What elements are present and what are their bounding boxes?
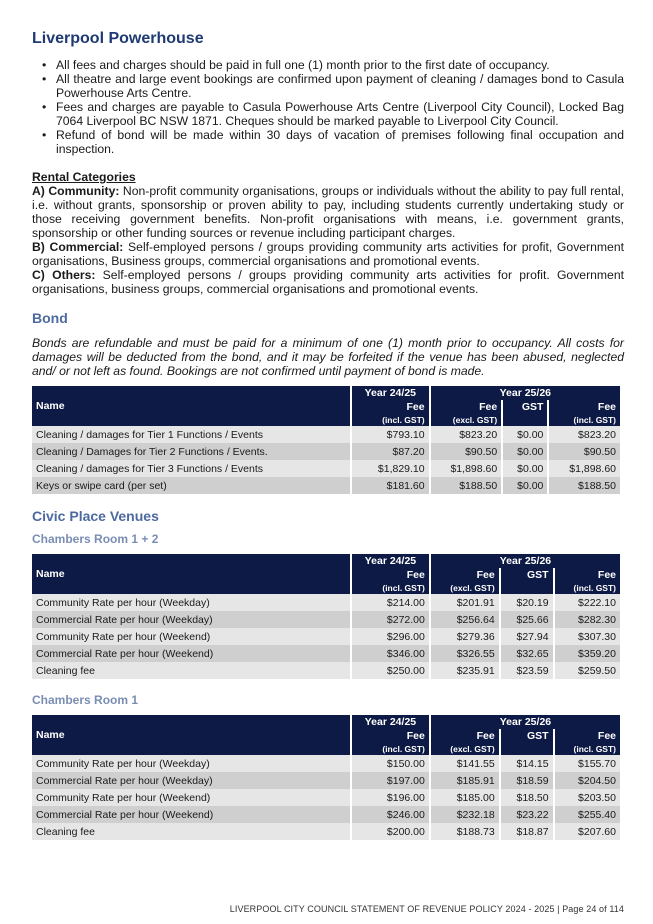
table-row — [32, 662, 620, 679]
table-cell-value: $1,898.60 — [549, 460, 620, 477]
column-header-fee: Fee — [352, 400, 429, 414]
table-cell-value: $793.10 — [352, 426, 429, 443]
category-label: C) Others: — [32, 268, 96, 282]
page-footer: LIVERPOOL CITY COUNCIL STATEMENT OF REVENUE POLICY 2024 - 2025 | Page 24 of 114 — [229, 904, 624, 914]
column-header-fee: Fee — [352, 729, 429, 743]
table-cell-value: $188.50 — [431, 477, 502, 494]
table-cell-name: Commercial Rate per hour (Weekend) — [32, 645, 350, 662]
column-header-fee: Fee — [549, 400, 620, 414]
column-header-name: Name — [32, 386, 350, 426]
table-cell-value: $823.20 — [431, 426, 502, 443]
column-subheader-excl: (excl. GST) — [431, 743, 499, 755]
table-cell-value: $18.59 — [501, 772, 553, 789]
table-cell-value: $18.87 — [501, 823, 553, 840]
table-cell-value: $155.70 — [555, 755, 620, 772]
table-cell-value: $1,898.60 — [431, 460, 502, 477]
table-cell-value: $823.20 — [549, 426, 620, 443]
table-row — [32, 460, 620, 477]
column-subheader-empty — [503, 414, 547, 426]
table-cell-value: $141.55 — [431, 755, 499, 772]
table-cell-value: $222.10 — [555, 594, 620, 611]
table-cell-value: $203.50 — [555, 789, 620, 806]
table-row — [32, 806, 620, 823]
table-cell-value: $346.00 — [352, 645, 429, 662]
column-subheader-empty — [501, 582, 553, 594]
column-header-gst: GST — [501, 568, 553, 582]
liverpool-bullets — [32, 58, 624, 156]
bond-title: Bond — [32, 310, 68, 326]
bullet-item: • Refund of bond will be made within 30 days of vacation of premises following final occupation and inspection. — [42, 128, 624, 156]
table-cell-name: Cleaning fee — [32, 823, 350, 840]
table-cell-name: Keys or swipe card (per set) — [32, 477, 350, 494]
column-subheader-incl: (incl. GST) — [352, 582, 429, 594]
column-subheader-incl: (incl. GST) — [555, 582, 620, 594]
column-subheader-incl: (incl. GST) — [549, 414, 620, 426]
table-cell-value: $256.64 — [431, 611, 499, 628]
table-cell-value: $246.00 — [352, 806, 429, 823]
category-label: A) Community: — [32, 184, 120, 198]
column-header-name: Name — [32, 554, 350, 594]
column-header-year-2526: Year 25/26 — [431, 386, 620, 400]
table-cell-name: Cleaning fee — [32, 662, 350, 679]
table-cell-value: $90.50 — [431, 443, 502, 460]
chambers-room-1-2-table — [30, 554, 622, 679]
column-header-fee: Fee — [431, 400, 502, 414]
column-subheader-incl: (incl. GST) — [352, 743, 429, 755]
table-cell-name: Commercial Rate per hour (Weekday) — [32, 772, 350, 789]
table-row — [32, 611, 620, 628]
table-cell-value: $185.00 — [431, 789, 499, 806]
bullet-item: • All fees and charges should be paid in full one (1) month prior to the first date of occupancy. — [42, 58, 624, 72]
column-header-fee: Fee — [431, 729, 499, 743]
table-cell-value: $14.15 — [501, 755, 553, 772]
chambers-room-1-2-title: Chambers Room 1 + 2 — [32, 532, 159, 546]
table-cell-value: $207.60 — [555, 823, 620, 840]
table-cell-value: $20.19 — [501, 594, 553, 611]
table-row — [32, 772, 620, 789]
table-row — [32, 823, 620, 840]
column-header-name: Name — [32, 715, 350, 755]
table-cell-name: Commercial Rate per hour (Weekday) — [32, 611, 350, 628]
table-cell-name: Community Rate per hour (Weekend) — [32, 628, 350, 645]
table-cell-value: $272.00 — [352, 611, 429, 628]
column-subheader-incl: (incl. GST) — [352, 414, 429, 426]
table-cell-name: Community Rate per hour (Weekday) — [32, 755, 350, 772]
table-cell-value: $250.00 — [352, 662, 429, 679]
column-subheader-empty — [501, 743, 553, 755]
table-cell-value: $23.59 — [501, 662, 553, 679]
table-cell-value: $0.00 — [503, 460, 547, 477]
table-cell-value: $25.66 — [501, 611, 553, 628]
category-label: B) Commercial: — [32, 240, 124, 254]
chambers-room-1-table — [30, 715, 622, 840]
table-cell-value: $279.36 — [431, 628, 499, 645]
table-cell-value: $196.00 — [352, 789, 429, 806]
table-cell-name: Community Rate per hour (Weekday) — [32, 594, 350, 611]
column-header-year-2526: Year 25/26 — [431, 715, 620, 729]
column-header-fee: Fee — [555, 729, 620, 743]
document-page — [32, 30, 624, 840]
table-row — [32, 477, 620, 494]
table-cell-value: $200.00 — [352, 823, 429, 840]
table-cell-value: $326.55 — [431, 645, 499, 662]
table-cell-value: $150.00 — [352, 755, 429, 772]
rental-category-c — [32, 268, 624, 296]
table-cell-name: Cleaning / Damages for Tier 2 Functions / Events. — [32, 443, 350, 460]
column-header-year-2425: Year 24/25 — [352, 554, 429, 568]
column-header-fee: Fee — [352, 568, 429, 582]
table-cell-value: $235.91 — [431, 662, 499, 679]
table-cell-value: $259.50 — [555, 662, 620, 679]
table-cell-value: $0.00 — [503, 443, 547, 460]
table-row — [32, 443, 620, 460]
table-cell-name: Cleaning / damages for Tier 1 Functions / Events — [32, 426, 350, 443]
column-header-year-2425: Year 24/25 — [352, 386, 429, 400]
column-header-fee: Fee — [431, 568, 499, 582]
bullet-item: • All theatre and large event bookings are confirmed upon payment of cleaning / damages bond to Casula Powerhouse Arts Centre. — [42, 72, 624, 100]
table-row — [32, 789, 620, 806]
category-text: Self-employed persons / groups providing community arts activities for profit, Government organisations, Business groups, commercial organisations and promotional events. — [32, 240, 624, 268]
table-cell-value: $307.30 — [555, 628, 620, 645]
table-cell-name: Commercial Rate per hour (Weekend) — [32, 806, 350, 823]
table-cell-value: $87.20 — [352, 443, 429, 460]
column-header-year-2425: Year 24/25 — [352, 715, 429, 729]
table-cell-value: $90.50 — [549, 443, 620, 460]
table-cell-value: $18.50 — [501, 789, 553, 806]
column-header-gst: GST — [501, 729, 553, 743]
table-cell-value: $188.73 — [431, 823, 499, 840]
table-cell-value: $23.22 — [501, 806, 553, 823]
column-header-gst: GST — [503, 400, 547, 414]
rental-category-b — [32, 240, 624, 268]
column-subheader-excl: (excl. GST) — [431, 582, 499, 594]
rental-category-a — [32, 184, 624, 240]
table-cell-name: Community Rate per hour (Weekend) — [32, 789, 350, 806]
table-cell-value: $188.50 — [549, 477, 620, 494]
table-row — [32, 628, 620, 645]
table-row — [32, 755, 620, 772]
bullet-item: • Fees and charges are payable to Casula Powerhouse Arts Centre (Liverpool City Council), Locked Bag 7064 Liverpool BC NSW 1871. Cheques should be marked payable to Liverpool City Council. — [42, 100, 624, 128]
bond-description: Bonds are refundable and must be paid for a minimum of one (1) month prior to occupancy. All costs for damages will be deducted from the bond, and it may be forfeited if the venue has been abused, neglected and/ or not left as found. Bookings are not confirmed until payment of bond is made. — [32, 336, 624, 378]
table-cell-value: $255.40 — [555, 806, 620, 823]
category-text: Self-employed persons / groups providing community arts activities for profit. Government organisations, business groups, commercial organisations and promotional events. — [32, 268, 624, 296]
table-cell-value: $181.60 — [352, 477, 429, 494]
table-cell-value: $197.00 — [352, 772, 429, 789]
table-row — [32, 426, 620, 443]
category-text: Non-profit community organisations, groups or individuals without the ability to pay full rental, i.e. without grants, sponsorship or proven ability to pay, including students currently undertaking study or those receiving government benefits. Non-profit organisations with means, i.e. government grants, sponsorship or other funding sources or revenue including participant charges. — [32, 184, 624, 240]
column-subheader-excl: (excl. GST) — [431, 414, 502, 426]
table-cell-value: $185.91 — [431, 772, 499, 789]
table-cell-name: Cleaning / damages for Tier 3 Functions / Events — [32, 460, 350, 477]
table-cell-value: $359.20 — [555, 645, 620, 662]
chambers-room-1-title: Chambers Room 1 — [32, 693, 139, 707]
table-cell-value: $27.94 — [501, 628, 553, 645]
column-header-year-2526: Year 25/26 — [431, 554, 620, 568]
liverpool-powerhouse-title: Liverpool Powerhouse — [32, 30, 204, 47]
bond-fee-table — [30, 386, 622, 494]
table-row — [32, 645, 620, 662]
rental-categories — [32, 170, 624, 296]
column-header-fee: Fee — [555, 568, 620, 582]
column-subheader-incl: (incl. GST) — [555, 743, 620, 755]
table-cell-value: $204.50 — [555, 772, 620, 789]
table-cell-value: $282.30 — [555, 611, 620, 628]
table-cell-value: $201.91 — [431, 594, 499, 611]
civic-place-title: Civic Place Venues — [32, 508, 159, 524]
table-cell-value: $296.00 — [352, 628, 429, 645]
table-cell-value: $232.18 — [431, 806, 499, 823]
table-cell-value: $0.00 — [503, 426, 547, 443]
table-cell-value: $0.00 — [503, 477, 547, 494]
table-cell-value: $32.65 — [501, 645, 553, 662]
rental-categories-heading: Rental Categories — [32, 170, 136, 184]
table-cell-value: $1,829.10 — [352, 460, 429, 477]
table-cell-value: $214.00 — [352, 594, 429, 611]
table-row — [32, 594, 620, 611]
